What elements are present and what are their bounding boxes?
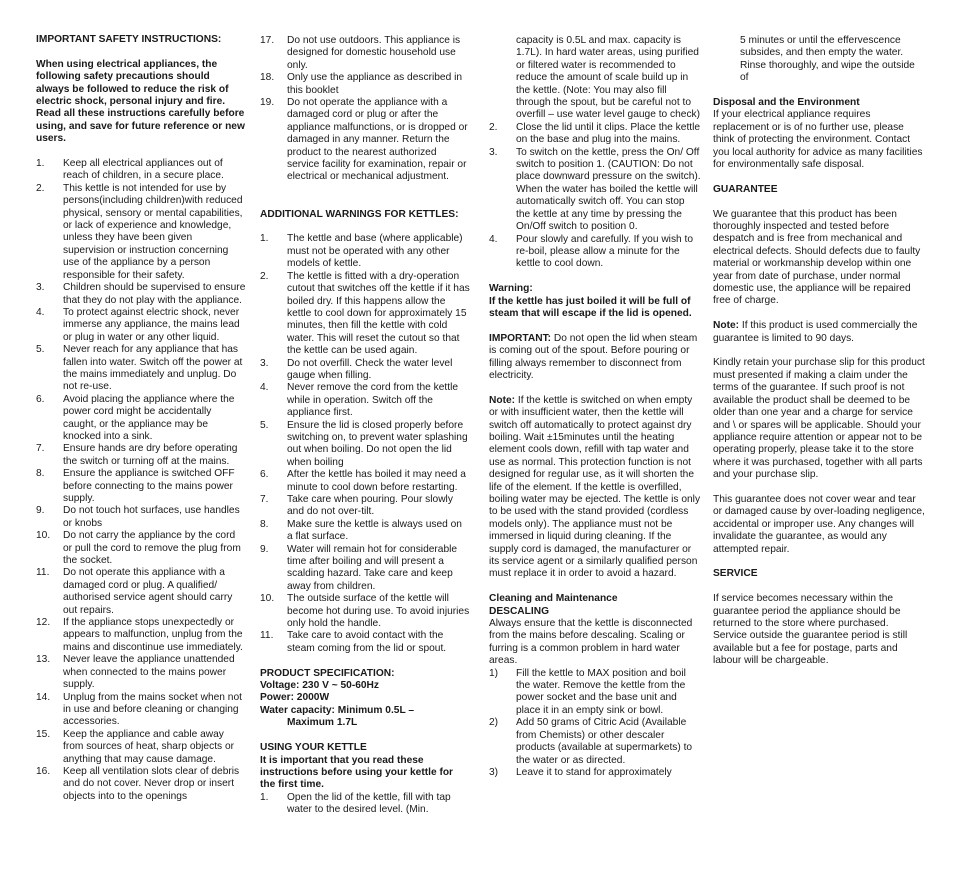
service-heading: SERVICE <box>713 568 758 580</box>
guarantee-note-label: Note: <box>713 320 740 332</box>
column-3 <box>489 35 701 779</box>
list-item <box>260 494 470 519</box>
list-item <box>260 35 470 72</box>
disposal-heading: Disposal and the Environment <box>713 97 860 109</box>
list-item-number: 3. <box>260 357 269 369</box>
list-item-number: 8. <box>36 468 45 480</box>
list-item <box>36 692 246 729</box>
list-item <box>260 233 470 270</box>
list-item-text: Do not overfill. Check the water level gauge when filling. <box>287 357 453 381</box>
list-item-text: Avoid placing the appliance where the power cord might be accidentally caught, or the appliance may be knocked into a sink. <box>63 393 235 442</box>
list-item-text: Close the lid until it clips. Place the kettle on the base and plug into the mains. <box>516 121 701 146</box>
list-item-text: Never leave the appliance unattended when connected to the mains power supply. <box>63 654 235 691</box>
retain-text: Kindly retain your purchase slip for this product must presented if making a claim under the terms of the guarantee. If such proof is not available the product shall be deemed to be older than one year and a charge for service and \ or spares will be applicable. Should your appliance require attention or appear not to be operating properly, please take it to the store where it was purchased, together with all parts and your purchase slip. <box>713 357 925 481</box>
list-item-text: To protect against electric shock, never immerse any appliance, the mains lead or plug in water or any other liquid. <box>63 306 240 343</box>
list-item-number: 1. <box>36 158 45 170</box>
list-item-number: 4. <box>36 306 45 318</box>
using-list-continued <box>489 122 701 271</box>
list-item-text: Fill the kettle to MAX position and boil the water. Remove the kettle from the power socket and the base unit and place it in an empty sink or bowl. <box>516 667 686 716</box>
list-item <box>36 394 246 444</box>
list-item-text: The kettle and base (where applicable) must not be operated with any other models of kettle. <box>287 233 463 270</box>
list-item-number: 10. <box>260 593 275 605</box>
warning-label: Warning: <box>489 283 533 295</box>
list-item-text: Leave it to stand for approximately <box>516 766 672 778</box>
list-item-text: Never remove the cord from the kettle while in operation. Switch off the appliance first. <box>287 382 458 419</box>
list-item-text: Unplug from the mains socket when not in use and before cleaning or changing accessories. <box>63 691 242 728</box>
guarantee-heading: GUARANTEE <box>713 183 778 195</box>
list-item-number: 15. <box>36 728 51 740</box>
list-item-number: 1) <box>489 667 499 679</box>
list-item <box>260 358 470 383</box>
safety-intro: When using electrical appliances, the following safety precautions should always be followed to reduce the risk of electric shock, personal injury and fire. Read all these instructions carefully before using, and save for future reference or new users. <box>36 58 245 145</box>
list-item-number: 11. <box>260 630 274 642</box>
cleaning-heading: Cleaning and Maintenance <box>489 593 618 605</box>
note-label: Note: <box>489 394 516 406</box>
column-2 <box>260 35 470 817</box>
list-item <box>260 271 470 358</box>
list-item-text: Ensure hands are dry before operating the switch or turning off at the mains. <box>63 443 238 467</box>
note-text: If the kettle is switched on when empty or with insufficient water, then the kettle will switch off automatically to protect against dry boiling. Wait ±15minutes until the heating element cools down, refill with tap water and use as normal. This protection function is not designed for regular use, as it will shorten the life of the element. If the kettle is overfilled, boiling water may be ejected. The kettle is only to be used with the stand provided (cordless models only). The appliance must not be immersed in liquid during cleaning. If the supply cord is damaged, the manufacturer or its service agent or a similarly qualified person must replace it in order to avoid a hazard. <box>489 394 701 580</box>
list-item <box>36 158 246 183</box>
list-item <box>36 307 246 344</box>
list-item-text: If the appliance stops unexpectedly or appears to malfunction, unplug from the mains and discontinue use immediately. <box>63 617 243 653</box>
list-item <box>260 420 470 470</box>
list-item <box>260 519 470 544</box>
list-item-text: Keep all ventilation slots clear of debris and do not cover. Never drop or insert objects into to the openings <box>63 765 240 802</box>
list-item-number: 3. <box>489 146 498 158</box>
spec-power: Power: 2000W <box>260 692 330 704</box>
list-item-text: The kettle is fitted with a dry-operation cutout that switches off the kettle if it has boiled dry. If this happens allow the kettle to cool down for approximately 15 minutes, then fill the kettle with cold water. This will reset the cutout so that the kettle can be used again. <box>287 270 470 357</box>
safety-heading: IMPORTANT SAFETY INSTRUCTIONS: <box>36 34 222 45</box>
list-item-text: Only use the appliance as described in this booklet <box>287 72 462 96</box>
spec-capacity: Water capacity: Minimum 0.5L – <box>260 704 414 716</box>
safety-list <box>36 158 246 803</box>
descaling-heading: DESCALING <box>489 605 549 617</box>
list-item-text: Water will remain hot for considerable time after boiling and will present a scalding hazard. Take care and keep away from children. <box>287 543 458 592</box>
guarantee-text: We guarantee that this product has been thoroughly inspected and tested before despatch and is free from mechanical and electrical defects. Should defects due to faulty material or workmanship develop within one year from date of purchase, under normal domestic use, the appliance will be repaired free of charge. <box>713 208 921 307</box>
using-heading: USING YOUR KETTLE <box>260 742 367 754</box>
list-item-number: 16. <box>36 765 51 777</box>
list-item-number: 2. <box>36 182 45 194</box>
list-item-number: 6. <box>260 469 269 481</box>
list-item-text: Take care to avoid contact with the steam coming from the lid or spout. <box>287 630 447 654</box>
column-1 <box>36 34 246 803</box>
descaling-list <box>489 668 701 780</box>
list-item <box>489 767 701 779</box>
list-item <box>489 234 701 271</box>
list-item <box>36 344 246 394</box>
list-item-number: 14. <box>36 691 51 703</box>
descaling-item-3-continued: 5 minutes or until the effervescence subsides, and then empty the water. Rinse thoroughly, and wipe the outside of <box>740 35 915 84</box>
list-item <box>260 97 470 184</box>
list-item-text: To switch on the kettle, press the On/ Off switch to position 1. (CAUTION: Do not place downward pressure on the switch). When the water has boiled the kettle will automatically switch off. You can stop the kettle at any time by pressing the On/Off switch to position 0. <box>516 146 701 233</box>
list-item-number: 8. <box>260 518 269 530</box>
list-item <box>260 382 470 419</box>
list-item <box>36 654 246 691</box>
list-item-number: 4. <box>260 382 269 394</box>
list-item <box>36 282 246 307</box>
list-item-number: 3) <box>489 766 499 778</box>
safety-list-continued <box>260 35 470 184</box>
list-item-number: 18. <box>260 72 275 84</box>
list-item-text: After the kettle has boiled it may need a minute to cool down before restarting. <box>287 469 466 493</box>
list-item <box>260 792 470 817</box>
guarantee-note <box>713 320 925 345</box>
list-item <box>36 183 246 282</box>
list-item <box>260 593 470 630</box>
list-item-number: 13. <box>36 654 51 666</box>
exclusion-text: This guarantee does not cover wear and tear or damaged cause by over-loading negligence, accidental or improper use. Any changes will invalidate the guarantee, as would any attempted repair. <box>713 493 925 555</box>
disposal-text: If your electrical appliance requires replacement or is of no further use, please think of protecting the environment. Contact you local authority for advice as many facilities for environmentally safe disposal. <box>713 109 923 171</box>
list-item <box>260 72 470 97</box>
list-item-number: 7. <box>36 443 45 455</box>
spec-heading: PRODUCT SPECIFICATION: <box>260 667 395 679</box>
note-paragraph <box>489 395 701 581</box>
important-text: Do not open the lid when steam is coming out of the spout. Before pouring or filling always remember to disconnect from electricity. <box>489 332 698 381</box>
list-item-text: Do not operate the appliance with a damaged cord or plug or after the appliance malfunctions, or is dropped or damaged in any manner. Return the product to the nearest authorized service facility for examination, repair or electrical or mechanical adjustment. <box>287 97 468 183</box>
list-item-text: Ensure the appliance is switched OFF before connecting to the mains power supply. <box>63 468 235 504</box>
list-item <box>489 717 701 767</box>
list-item-number: 10. <box>36 530 51 542</box>
list-item-number: 9. <box>36 505 45 517</box>
list-item-number: 2) <box>489 717 499 729</box>
list-item-number: 1. <box>260 791 269 803</box>
list-item <box>36 505 246 530</box>
descaling-text: Always ensure that the kettle is disconnected from the mains before descaling. Scaling or furring is a common problem in hard water areas. <box>489 618 693 667</box>
list-item-number: 9. <box>260 543 269 555</box>
important-paragraph <box>489 333 701 383</box>
important-label: IMPORTANT: <box>489 332 552 344</box>
spec-voltage: Voltage: 230 V ~ 50-60Hz <box>260 680 380 692</box>
list-item-text: Add 50 grams of Citric Acid (Available from Chemists) or other descaler products (available at supermarkets) to the water or as directed. <box>516 717 693 766</box>
list-item-text: This kettle is not intended for use by persons(including children)with reduced physical, sensory or mental capabilities, or lack of experience and knowledge, unless they have been given supervision or instruction concerning use of the appliance by a person responsible for their safety. <box>63 182 243 281</box>
list-item <box>489 147 701 234</box>
list-item-text: Do not touch hot surfaces, use handles or knobs <box>63 505 240 529</box>
list-item <box>36 567 246 617</box>
list-item <box>36 468 246 505</box>
list-item-text: The outside surface of the kettle will become hot during use. To avoid injuries only hold the handle. <box>287 593 470 630</box>
spec-capacity-max: Maximum 1.7L <box>287 717 358 729</box>
list-item <box>36 766 246 803</box>
service-text: If service becomes necessary within the guarantee period the appliance should be returned to the store where purchased. Service outside the guarantee period is still available but a fee for postage, parts and labour will be chargeable. <box>713 593 908 667</box>
using-intro: It is important that you read these instructions before using your kettle for the first time. <box>260 754 454 791</box>
list-item-text: Take care when pouring. Pour slowly and do not over-tilt. <box>287 494 453 518</box>
list-item-number: 2. <box>260 270 269 282</box>
list-item-number: 17. <box>260 35 275 46</box>
list-item-number: 2. <box>489 121 498 133</box>
list-item-text: Open the lid of the kettle, fill with tap water to the desired level. (Min. <box>287 791 451 816</box>
list-item-number: 11. <box>36 567 50 579</box>
list-item-text: Children should be supervised to ensure that they do not play with the appliance. <box>63 282 246 306</box>
list-item <box>489 668 701 718</box>
guarantee-note-text: If this product is used commercially the guarantee is limited to 90 days. <box>713 320 918 344</box>
list-item-text: Ensure the lid is closed properly before switching on, to prevent water splashing out when boiling. Do not open the lid when boiling <box>287 419 468 468</box>
column-4 <box>713 35 925 668</box>
list-item-text: Never reach for any appliance that has fallen into water. Switch off the power at the mains immediately and unplug. Do not re-use. <box>63 344 243 393</box>
list-item <box>36 729 246 766</box>
list-item-number: 7. <box>260 494 269 505</box>
using-list <box>260 792 470 817</box>
list-item-number: 19. <box>260 97 275 109</box>
list-item <box>260 630 470 655</box>
list-item-text: Do not use outdoors. This appliance is designed for domestic household use only. <box>287 35 461 71</box>
list-item <box>260 544 470 594</box>
list-item-number: 5. <box>260 419 269 431</box>
list-item-number: 5. <box>36 344 45 356</box>
kettle-warnings-list <box>260 233 470 655</box>
list-item <box>36 617 246 654</box>
list-item-number: 4. <box>489 233 498 245</box>
list-item-text: Make sure the kettle is always used on a flat surface. <box>287 518 462 543</box>
list-item-text: Keep the appliance and cable away from sources of heat, sharp objects or anything that may cause damage. <box>63 728 235 765</box>
using-item-1-continued: capacity is 0.5L and max. capacity is 1.7L). In hard water areas, using purified or filtered water is recommended to reduce the amount of scale build up in the kettle. (Note: You may also fill through the spout, but be careful not to overfill – use water level gauge to check) <box>516 35 701 121</box>
list-item <box>36 530 246 567</box>
list-item <box>489 122 701 147</box>
list-item-number: 1. <box>260 233 269 245</box>
list-item-text: Keep all electrical appliances out of reach of children, in a secure place. <box>63 158 224 182</box>
list-item-text: Pour slowly and carefully. If you wish to re-boil, please allow a minute for the kettle to cool down. <box>516 233 694 270</box>
list-item-text: Do not operate this appliance with a damaged cord or plug. A qualified/ authorised service agent should carry out repairs. <box>63 567 233 616</box>
list-item <box>260 469 470 494</box>
list-item <box>36 443 246 468</box>
list-item-text: Do not carry the appliance by the cord or pull the cord to remove the plug from the socket. <box>63 530 241 567</box>
list-item-number: 12. <box>36 617 51 629</box>
warning-text: If the kettle has just boiled it will be full of steam that will escape if the lid is opened. <box>489 295 692 319</box>
list-item-number: 3. <box>36 282 45 294</box>
list-item-number: 6. <box>36 393 45 405</box>
kettle-warnings-heading: ADDITIONAL WARNINGS FOR KETTLES: <box>260 208 459 220</box>
